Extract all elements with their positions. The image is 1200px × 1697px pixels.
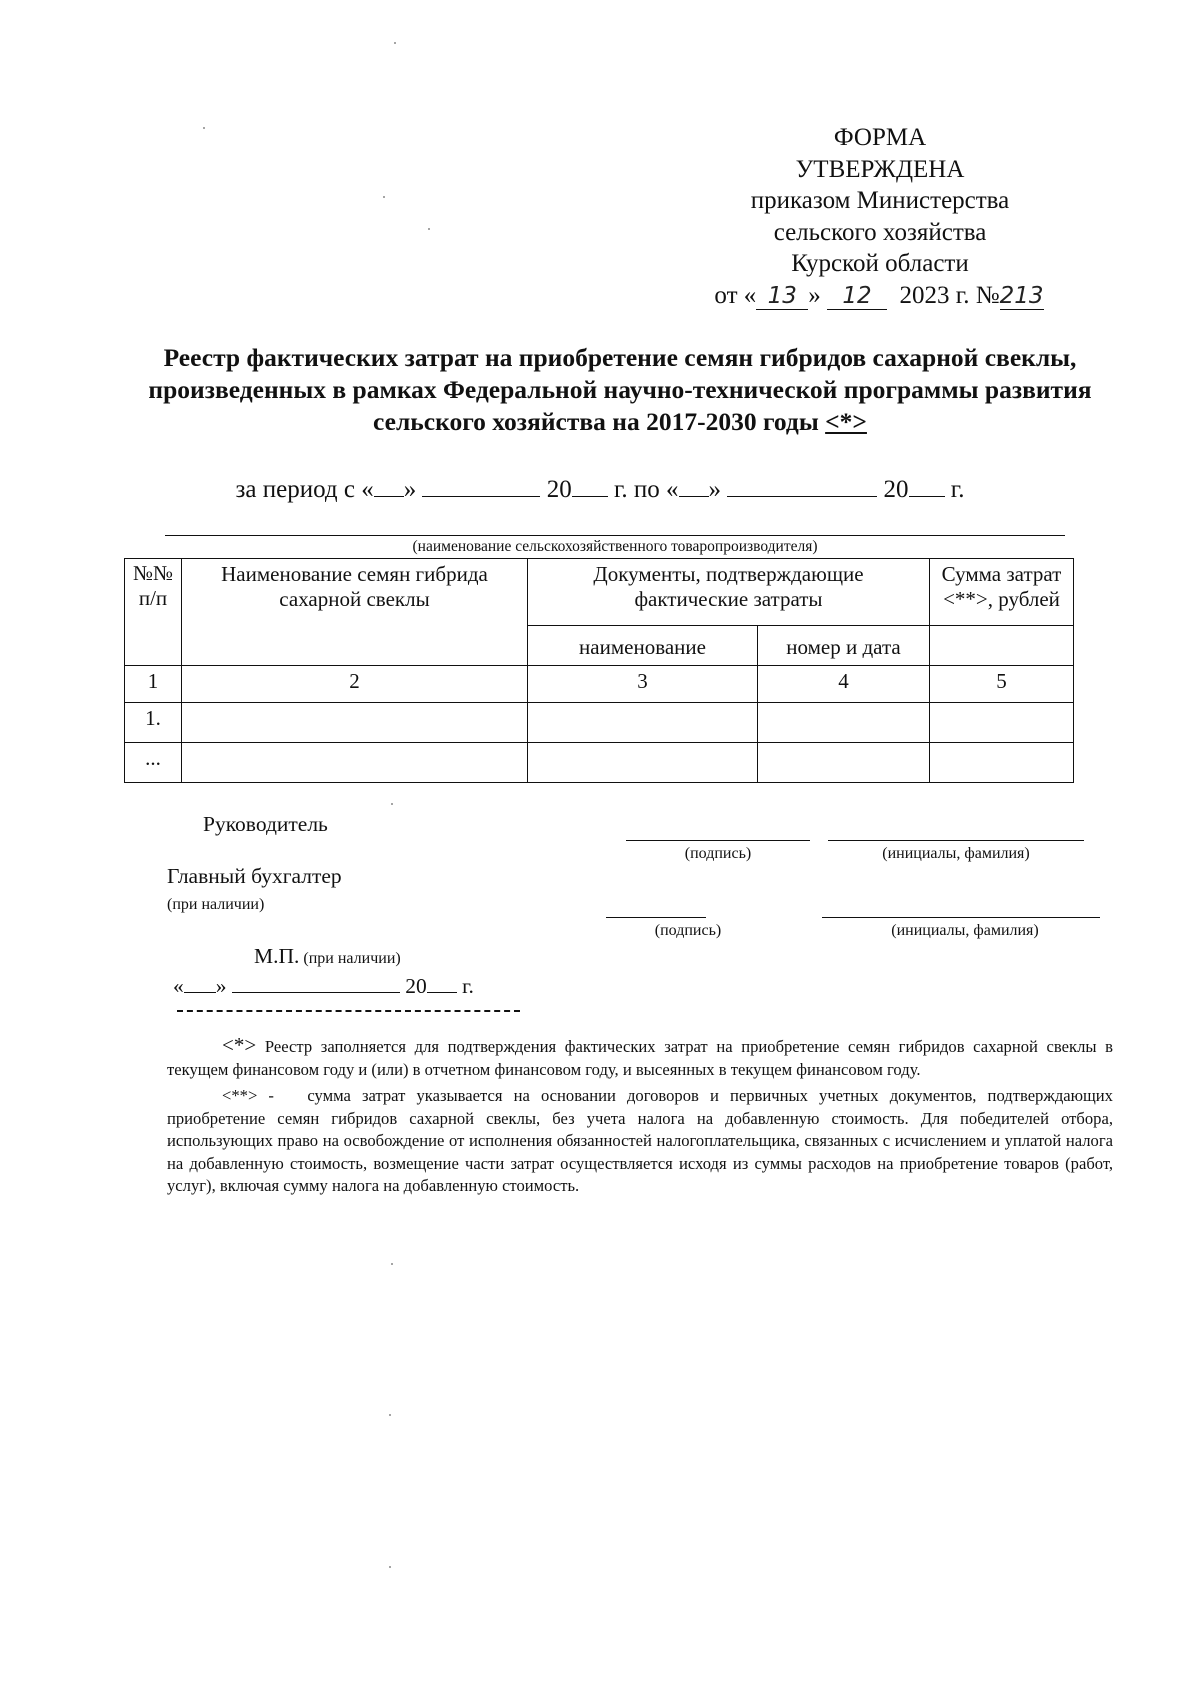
table-cell[interactable] (930, 703, 1074, 743)
accountant-label: Главный бухгалтер (167, 864, 342, 888)
head-signature-caption: (подпись) (684, 845, 752, 862)
table-cell[interactable] (930, 743, 1074, 783)
scan-speck (428, 228, 430, 230)
period-start-month-blank (422, 474, 540, 497)
approval-ministry-line: сельского хозяйства (773, 218, 987, 246)
footnote-1-mark: <*> (222, 1033, 257, 1057)
approval-day-suffix: » (808, 281, 821, 309)
sig-date-day-blank (184, 970, 216, 993)
period-end-quote: » (708, 476, 722, 503)
accountant-name-line (822, 917, 1100, 918)
header-doc-number-date: номер и дата (758, 626, 930, 666)
head-label: Руководитель (203, 812, 328, 836)
signature-date-line (173, 970, 474, 999)
scan-speck (391, 803, 393, 805)
approval-date-prefix: от « (714, 281, 757, 309)
scan-speck (383, 196, 385, 198)
footnote-2-mark: <**> - (222, 1086, 274, 1105)
title-footnote-mark: <*> (825, 407, 867, 436)
header-hybrid-name: Наименование семян гибрида сахарной свеклы (182, 559, 528, 666)
reporting-period-line (0, 474, 1200, 504)
seal-label: М.П. (254, 944, 300, 968)
approval-form-label: ФОРМА (833, 124, 927, 151)
producer-name-field (165, 535, 1065, 536)
scan-speck (391, 1263, 393, 1265)
period-end-year-blank (909, 474, 945, 497)
column-number-cell: 3 (528, 666, 758, 703)
table-cell[interactable] (758, 743, 930, 783)
approval-number: 213 (999, 282, 1044, 309)
column-number-cell: 4 (758, 666, 930, 703)
table-cell[interactable] (528, 703, 758, 743)
sig-date-year: 20 (405, 974, 427, 998)
seal-place (254, 944, 401, 969)
approval-month: 12 (827, 283, 887, 310)
footnote-1 (167, 1034, 1113, 1081)
period-prefix: за период с « (235, 476, 374, 503)
table-row (125, 703, 1074, 743)
accountant-signature-caption: (подпись) (654, 922, 722, 939)
approval-order-line: приказом Министерства (750, 187, 1010, 214)
seal-if-any: (при наличии) (303, 950, 401, 967)
approval-approved-label: УТВЕРЖДЕНА (795, 155, 965, 183)
period-to: г. по « (613, 476, 679, 503)
approval-date-line (698, 280, 1060, 312)
sig-date-close: » (215, 974, 227, 998)
footnote-2 (167, 1085, 1113, 1198)
column-number-cell: 1 (125, 666, 182, 703)
footnotes (167, 1034, 1113, 1198)
scan-speck (389, 1566, 391, 1568)
sig-date-suffix: г. (462, 974, 474, 998)
period-end-year: 20 (883, 476, 909, 503)
table-row (125, 743, 1074, 783)
sig-date-month-blank (232, 970, 400, 993)
period-start-quote: » (403, 476, 417, 503)
approval-region-line: Курской области (791, 250, 969, 277)
footnote-1-text: Реестр заполняется для подтверждения фактических затрат на приобретение семян гибридов сахарной свеклы в текущем финансовом году и (или) в отчетном финансовом году, и высеянных в текущем финансовом году. (167, 1037, 1113, 1079)
footnote-2-text: сумма затрат указывается на основании договоров и первичных учетных документов, подтверждающих приобретение семян гибридов сахарной свеклы, без учета налога на добавленную стоимость. Для победителей отбора, использующих право на освобождение от исполнения обязанностей налогоплательщика, связанных с исчислением и уплатой налога на добавленную стоимость, возмещение части затрат осуществляется исходя из суммы расходов на приобретение товаров (работ, услуг), включая сумму налога на добавленную стоимость. (167, 1086, 1113, 1195)
head-name-caption: (инициалы, фамилия) (882, 845, 1030, 862)
accountant-signature-line (606, 917, 706, 918)
table-cell[interactable] (528, 743, 758, 783)
sig-date-open: « (173, 974, 184, 998)
approval-stamp (700, 122, 1060, 311)
column-number-cell: 5 (930, 666, 1074, 703)
period-start-year-blank (572, 474, 608, 497)
period-start-year: 20 (546, 476, 572, 503)
header-number: №№ п/п (125, 559, 182, 666)
row-number-cell: ... (125, 743, 182, 783)
sig-date-year-blank (427, 970, 457, 993)
table-cell[interactable] (182, 743, 528, 783)
header-sum: Сумма затрат <**>, рублей (930, 559, 1074, 626)
document-title (140, 342, 1100, 438)
footnote-separator (177, 1010, 520, 1012)
scan-speck (389, 1414, 391, 1416)
producer-name-caption: (наименование сельскохозяйственного товаропроизводителя) (412, 538, 818, 555)
table-header-row (125, 559, 1074, 626)
registry-table (124, 558, 1074, 783)
row-number-cell: 1. (125, 703, 182, 743)
period-end-month-blank (727, 474, 877, 497)
period-suffix: г. (950, 476, 965, 503)
header-documents: Документы, подтверждающие фактические затраты (528, 559, 930, 626)
header-sum-empty (930, 626, 1074, 666)
scan-speck (203, 127, 205, 129)
period-start-day-blank (374, 474, 404, 497)
approval-day: 13 (756, 283, 808, 310)
head-name-line (828, 840, 1084, 841)
accountant-name-caption: (инициалы, фамилия) (891, 922, 1039, 939)
document-title-text: Реестр фактических затрат на приобретение семян гибридов сахарной свеклы, произведенных в рамках Федеральной научно-технической программы развития сельского хозяйства на 2017-2030 годы (148, 343, 1092, 436)
table-row (125, 666, 1074, 703)
scan-speck (394, 42, 396, 44)
column-number-cell: 2 (182, 666, 528, 703)
period-end-day-blank (679, 474, 709, 497)
accountant-if-any: (при наличии) (167, 896, 265, 913)
table-cell[interactable] (182, 703, 528, 743)
header-doc-name: наименование (528, 626, 758, 666)
head-signature-line (626, 840, 810, 841)
table-cell[interactable] (758, 703, 930, 743)
approval-year: 2023 г. № (899, 281, 1000, 309)
